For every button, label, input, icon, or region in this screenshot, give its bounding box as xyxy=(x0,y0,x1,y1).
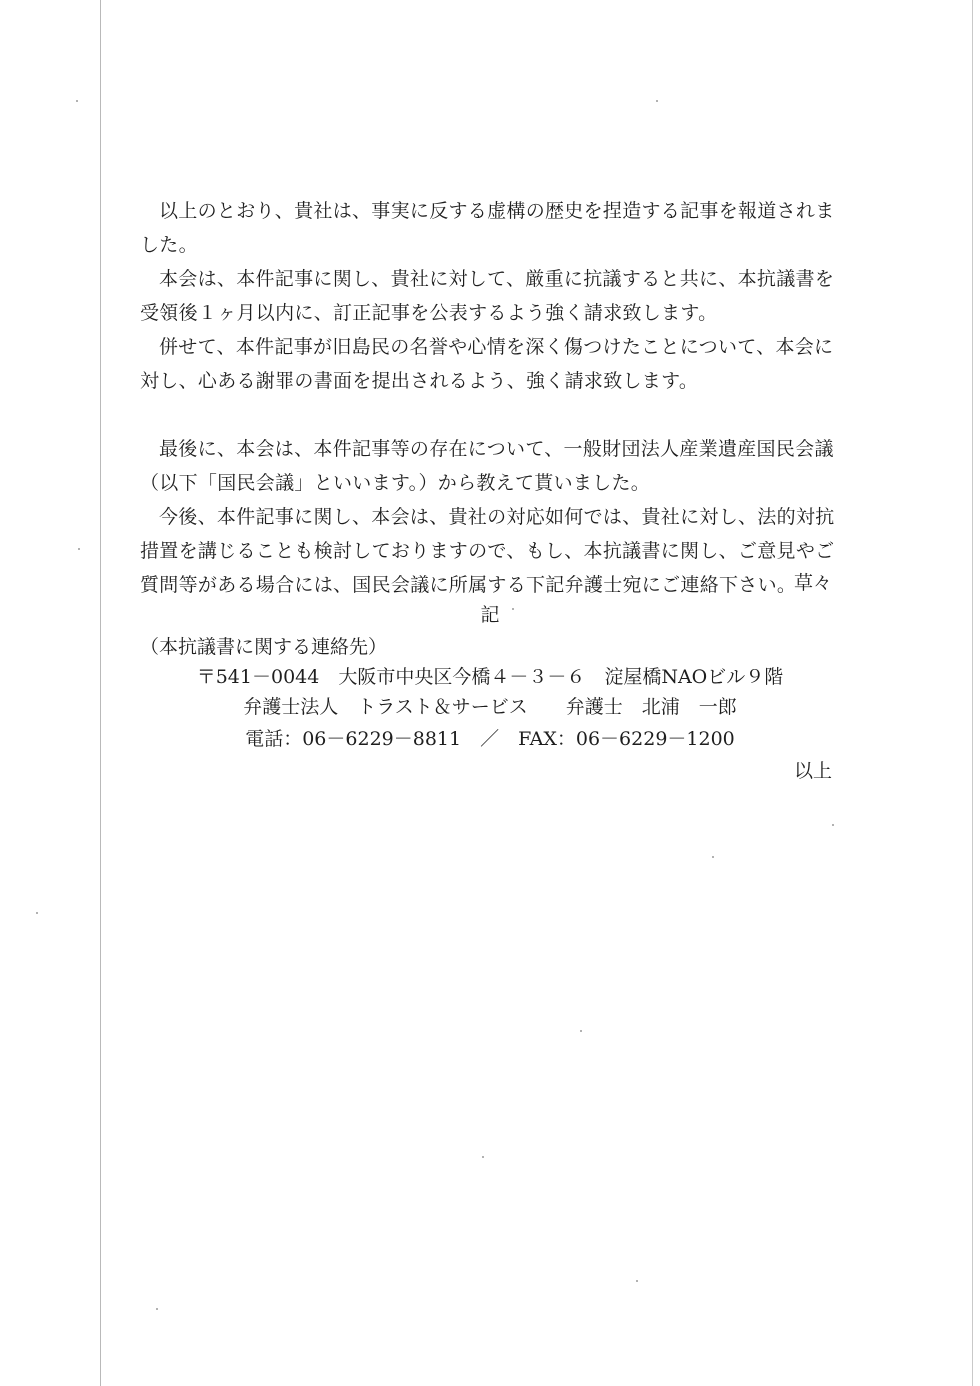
contact-heading: （本抗議書に関する連絡先） xyxy=(140,636,388,658)
ki-heading: 記 xyxy=(480,604,500,626)
scan-speck xyxy=(78,548,80,550)
scan-speck xyxy=(656,100,658,102)
letter-body xyxy=(140,194,840,602)
contact-address: 〒541－0044 大阪市中央区今橋４－３－６ 淀屋橋NAOビル９階 xyxy=(196,666,784,688)
contact-firm: 弁護士法人 トラスト＆サービス 弁護士 北浦 一郎 xyxy=(243,696,737,718)
paragraph: 併せて、本件記事が旧島民の名誉や心情を深く傷つけたことについて、本会に対し、心ある謝罪の書面を提出されるよう、強く請求致します。 xyxy=(140,336,834,392)
scan-right-edge xyxy=(972,0,973,1386)
scan-left-edge xyxy=(100,0,101,1386)
contact-phone: 電話：06－6229－8811 ／ FAX：06－6229－1200 xyxy=(245,728,735,750)
end-mark: 以上 xyxy=(793,760,832,782)
closing-salutation: 草々 xyxy=(793,572,832,594)
scan-speck xyxy=(580,1030,582,1032)
scan-speck xyxy=(482,1156,484,1158)
paragraph: 今後、本件記事に関し、本会は、貴社の対応如何では、貴社に対し、法的対抗措置を講じることも検討しておりますので、もし、本抗議書に関し、ご意見やご質問等がある場合には、国民会議に所属する下記弁護士宛にご連絡下さい。 xyxy=(140,506,835,596)
paragraph-gap xyxy=(140,398,840,432)
scan-speck xyxy=(636,1280,638,1282)
scan-speck xyxy=(156,1308,158,1310)
paragraph: 本会は、本件記事に関し、貴社に対して、厳重に抗議すると共に、本抗議書を受領後１ヶ月以内に、訂正記事を公表するよう強く請求致します。 xyxy=(140,268,835,324)
scan-speck xyxy=(36,912,38,914)
scan-speck xyxy=(76,100,78,102)
scan-speck xyxy=(712,856,714,858)
paragraph: 最後に、本会は、本件記事等の存在について、一般財団法人産業遺産国民会議（以下「国民会議」といいます。）から教えて貰いました。 xyxy=(140,438,834,494)
scan-speck xyxy=(832,824,834,826)
paragraph: 以上のとおり、貴社は、事実に反する虚構の歴史を捏造する記事を報道されました。 xyxy=(140,200,835,256)
